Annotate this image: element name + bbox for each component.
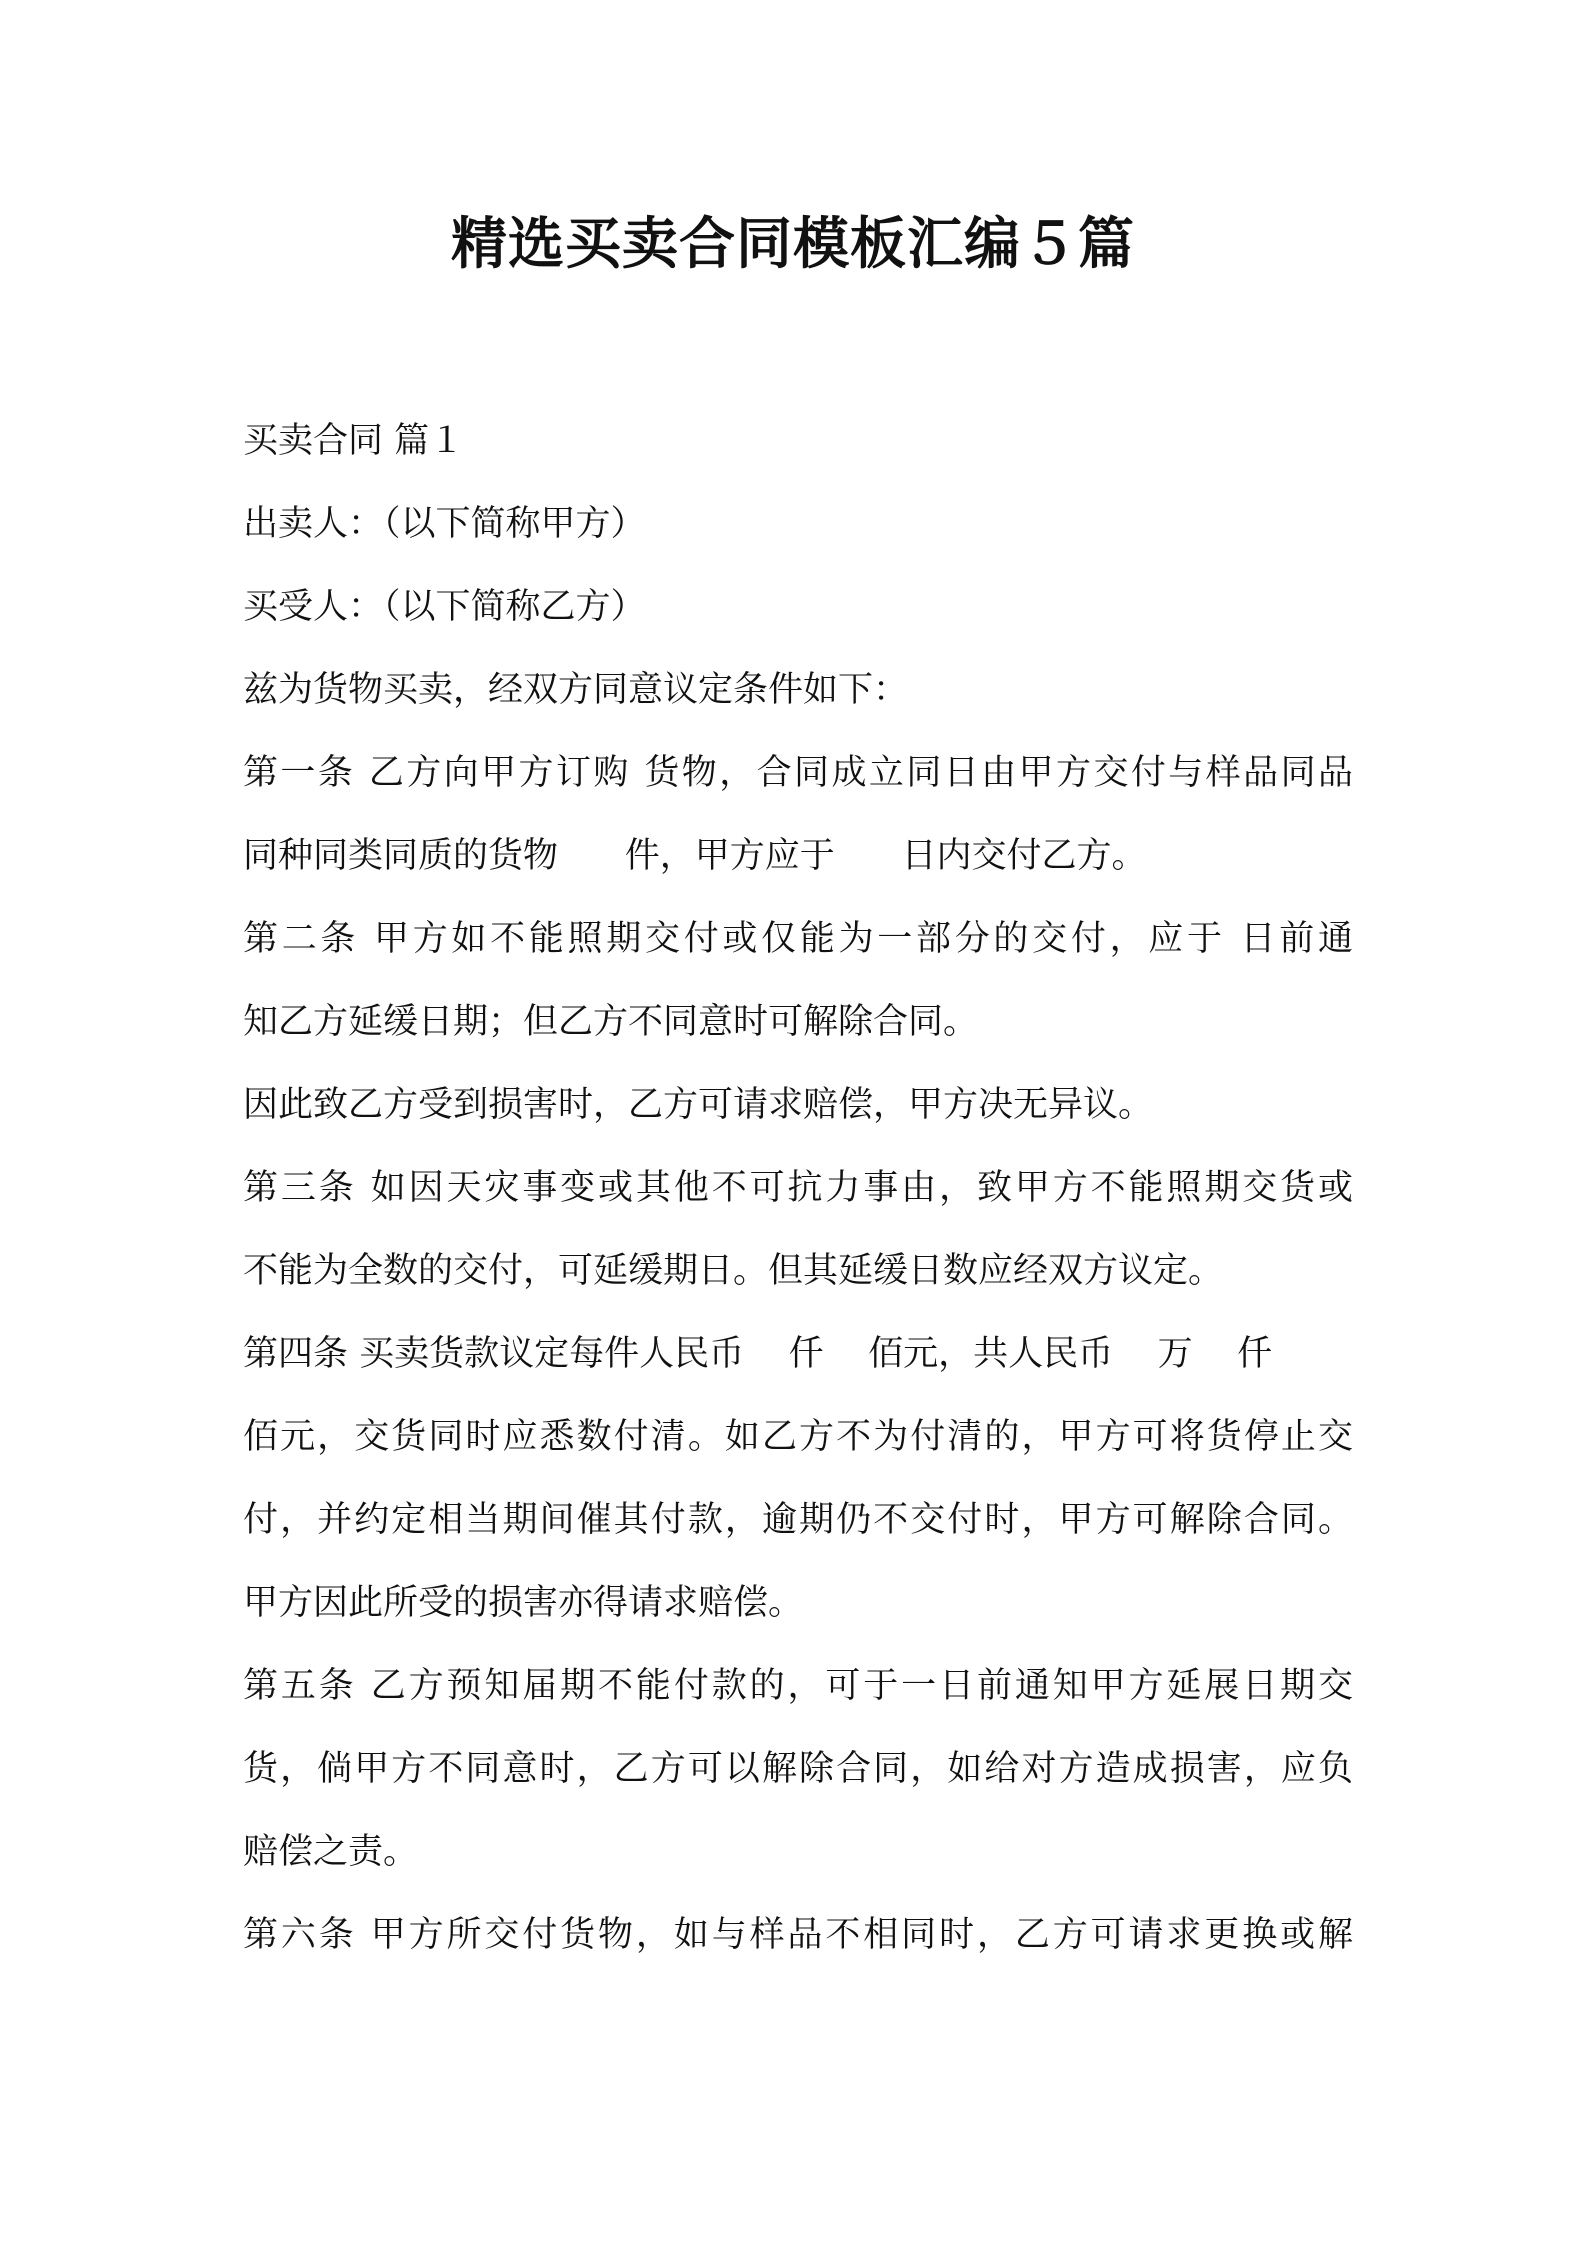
article-5-line-2: 货，倘甲方不同意时，乙方可以解除合同，如给对方造成损害，应负 [243,1749,1353,1789]
article-3-line-1: 第三条 如因天灾事变或其他不可抗力事由，致甲方不能照期交货或 [243,1168,1353,1208]
article-2-line-1: 第二条 甲方如不能照期交付或仅能为一部分的交付，应于 日前通 [243,919,1353,959]
article-4-line-2: 佰元，交货同时应悉数付清。如乙方不为付清的，甲方可将货停止交 [243,1417,1353,1457]
seller-line: 出卖人：（以下简称甲方） [243,504,646,544]
article-4-line-3: 付，并约定相当期间催其付款，逾期仍不交付时，甲方可解除合同。 [243,1500,1353,1540]
article-5-line-1: 第五条 乙方预知届期不能付款的，可于一日前通知甲方延展日期交 [243,1666,1353,1706]
article-2-line-2: 知乙方延缓日期；但乙方不同意时可解除合同。 [243,1002,979,1042]
article-4-line-4: 甲方因此所受的损害亦得请求赔偿。 [243,1583,804,1623]
article-1-line-2: 同种同类同质的货物 件，甲方应于 日内交付乙方。 [243,836,1147,876]
article-1-line-1: 第一条 乙方向甲方订购 货物，合同成立同日由甲方交付与样品同品 [243,753,1353,793]
article-4-line-1: 第四条 买卖货款议定每件人民币 仟 佰元，共人民币 万 仟 [243,1334,1273,1374]
preamble-line: 兹为货物买卖，经双方同意议定条件如下： [243,670,909,710]
article-3-line-2: 不能为全数的交付，可延缓期日。但其延缓日数应经双方议定。 [243,1251,1224,1291]
article-2-line-3: 因此致乙方受到损害时，乙方可请求赔偿，甲方决无异议。 [243,1085,1154,1125]
article-6-line-1: 第六条 甲方所交付货物，如与样品不相同时，乙方可请求更换或解 [243,1915,1353,1955]
section-heading: 买卖合同 篇１ [243,421,465,461]
buyer-line: 买受人：（以下简称乙方） [243,587,646,627]
document-title: 精选买卖合同模板汇编５篇 [451,212,1135,277]
article-5-line-3: 赔偿之责。 [243,1832,419,1872]
document-body [243,400,1353,1977]
